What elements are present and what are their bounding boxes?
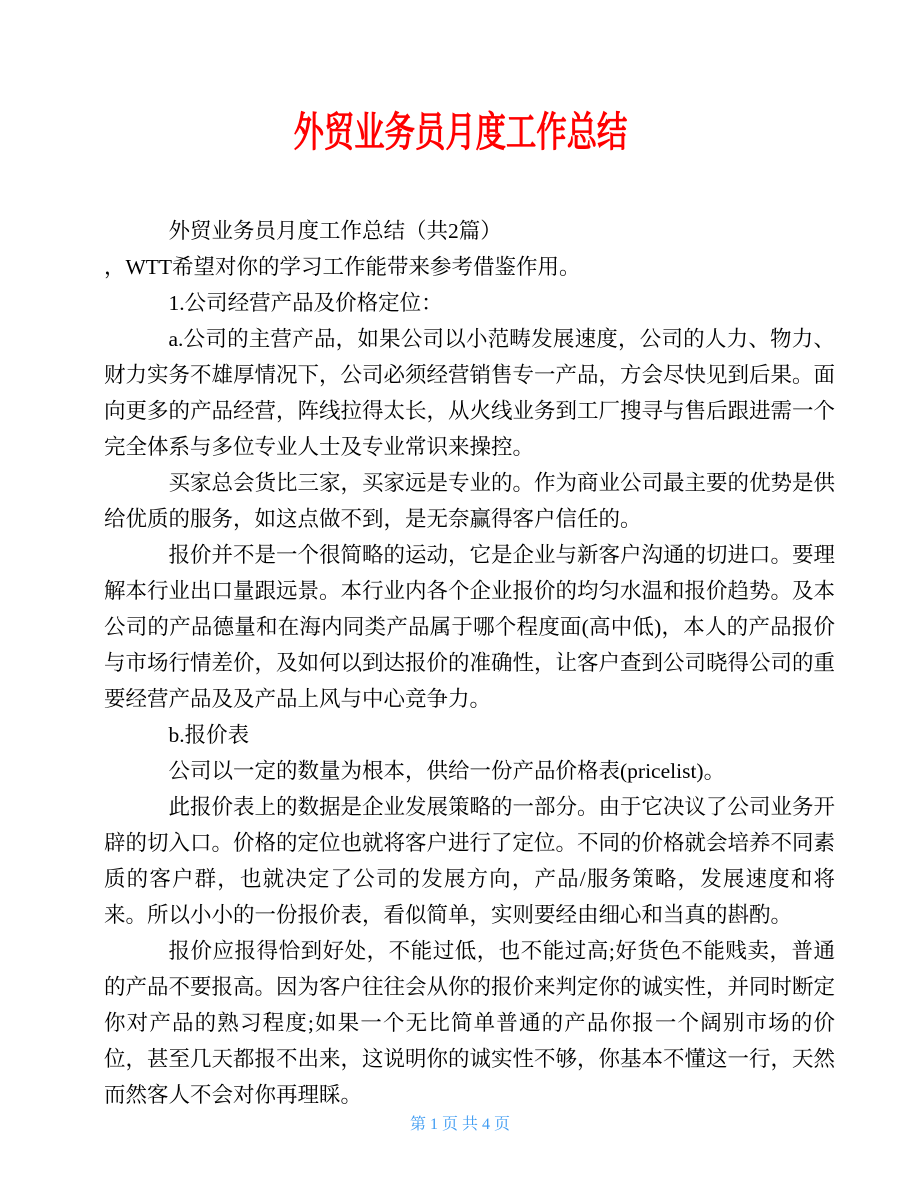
paragraph: a.公司的主营产品，如果公司以小范畴发展速度，公司的人力、物力、财力实务不雄厚情况下，公司必须经营销售专一产品，方会尽快见到后果。面向更多的产品经营，阵线拉得太长，从火线业务到工厂搜寻与售后跟进需一个完全体系与多位专业人士及专业常识来操控。 bbox=[104, 327, 836, 459]
paragraph: ，WTT希望对你的学习工作能带来参考借鉴作用。 bbox=[104, 255, 581, 279]
document-body bbox=[104, 213, 835, 1113]
paragraph: 此报价表上的数据是企业发展策略的一部分。由于它决议了公司业务开辟的切入口。价格的定位也就将客户进行了定位。不同的价格就会培养不同素质的客户群，也就决定了公司的发展方向，产品/服务策略，发展速度和将来。所以小小的一份报价表，看似简单，实则要经由细心和当真的斟酌。 bbox=[104, 795, 836, 927]
paragraph: 报价应报得恰到好处，不能过低，也不能过高;好货色不能贱卖，普通的产品不要报高。因为客户往往会从你的报价来判定你的诚实性，并同时断定你对产品的熟习程度;如果一个无比简单普通的产品你报一个阔别市场的价位，甚至几天都报不出来，这说明你的诚实性不够，你基本不懂这一行，天然而然客人不会对你再理睬。 bbox=[104, 939, 836, 1107]
paragraph: 1.公司经营产品及价格定位： bbox=[168, 291, 443, 315]
paragraph: 买家总会货比三家，买家远是专业的。作为商业公司最主要的优势是供给优质的服务，如这点做不到，是无奈赢得客户信任的。 bbox=[104, 471, 836, 531]
paragraph: 报价并不是一个很简略的运动，它是企业与新客户沟通的切进口。要理解本行业出口量跟远景。本行业内各个企业报价的均匀水温和报价趋势。及本公司的产品德量和在海内同类产品属于哪个程度面(高中低)，本人的产品报价与市场行情差价，及如何以到达报价的准确性，让客户查到公司晓得公司的重要经营产品及及产品上风与中心竞争力。 bbox=[104, 543, 836, 711]
page-footer: 第 1 页 共 4 页 bbox=[409, 1116, 510, 1133]
paragraph: 外贸业务员月度工作总结（共2篇） bbox=[168, 219, 502, 243]
paragraph: 公司以一定的数量为根本，供给一份产品价格表(pricelist)。 bbox=[168, 759, 726, 783]
document-title-row bbox=[0, 110, 920, 156]
document-title: 外贸业务员月度工作总结 bbox=[293, 109, 627, 155]
paragraph: b.报价表 bbox=[168, 723, 250, 747]
